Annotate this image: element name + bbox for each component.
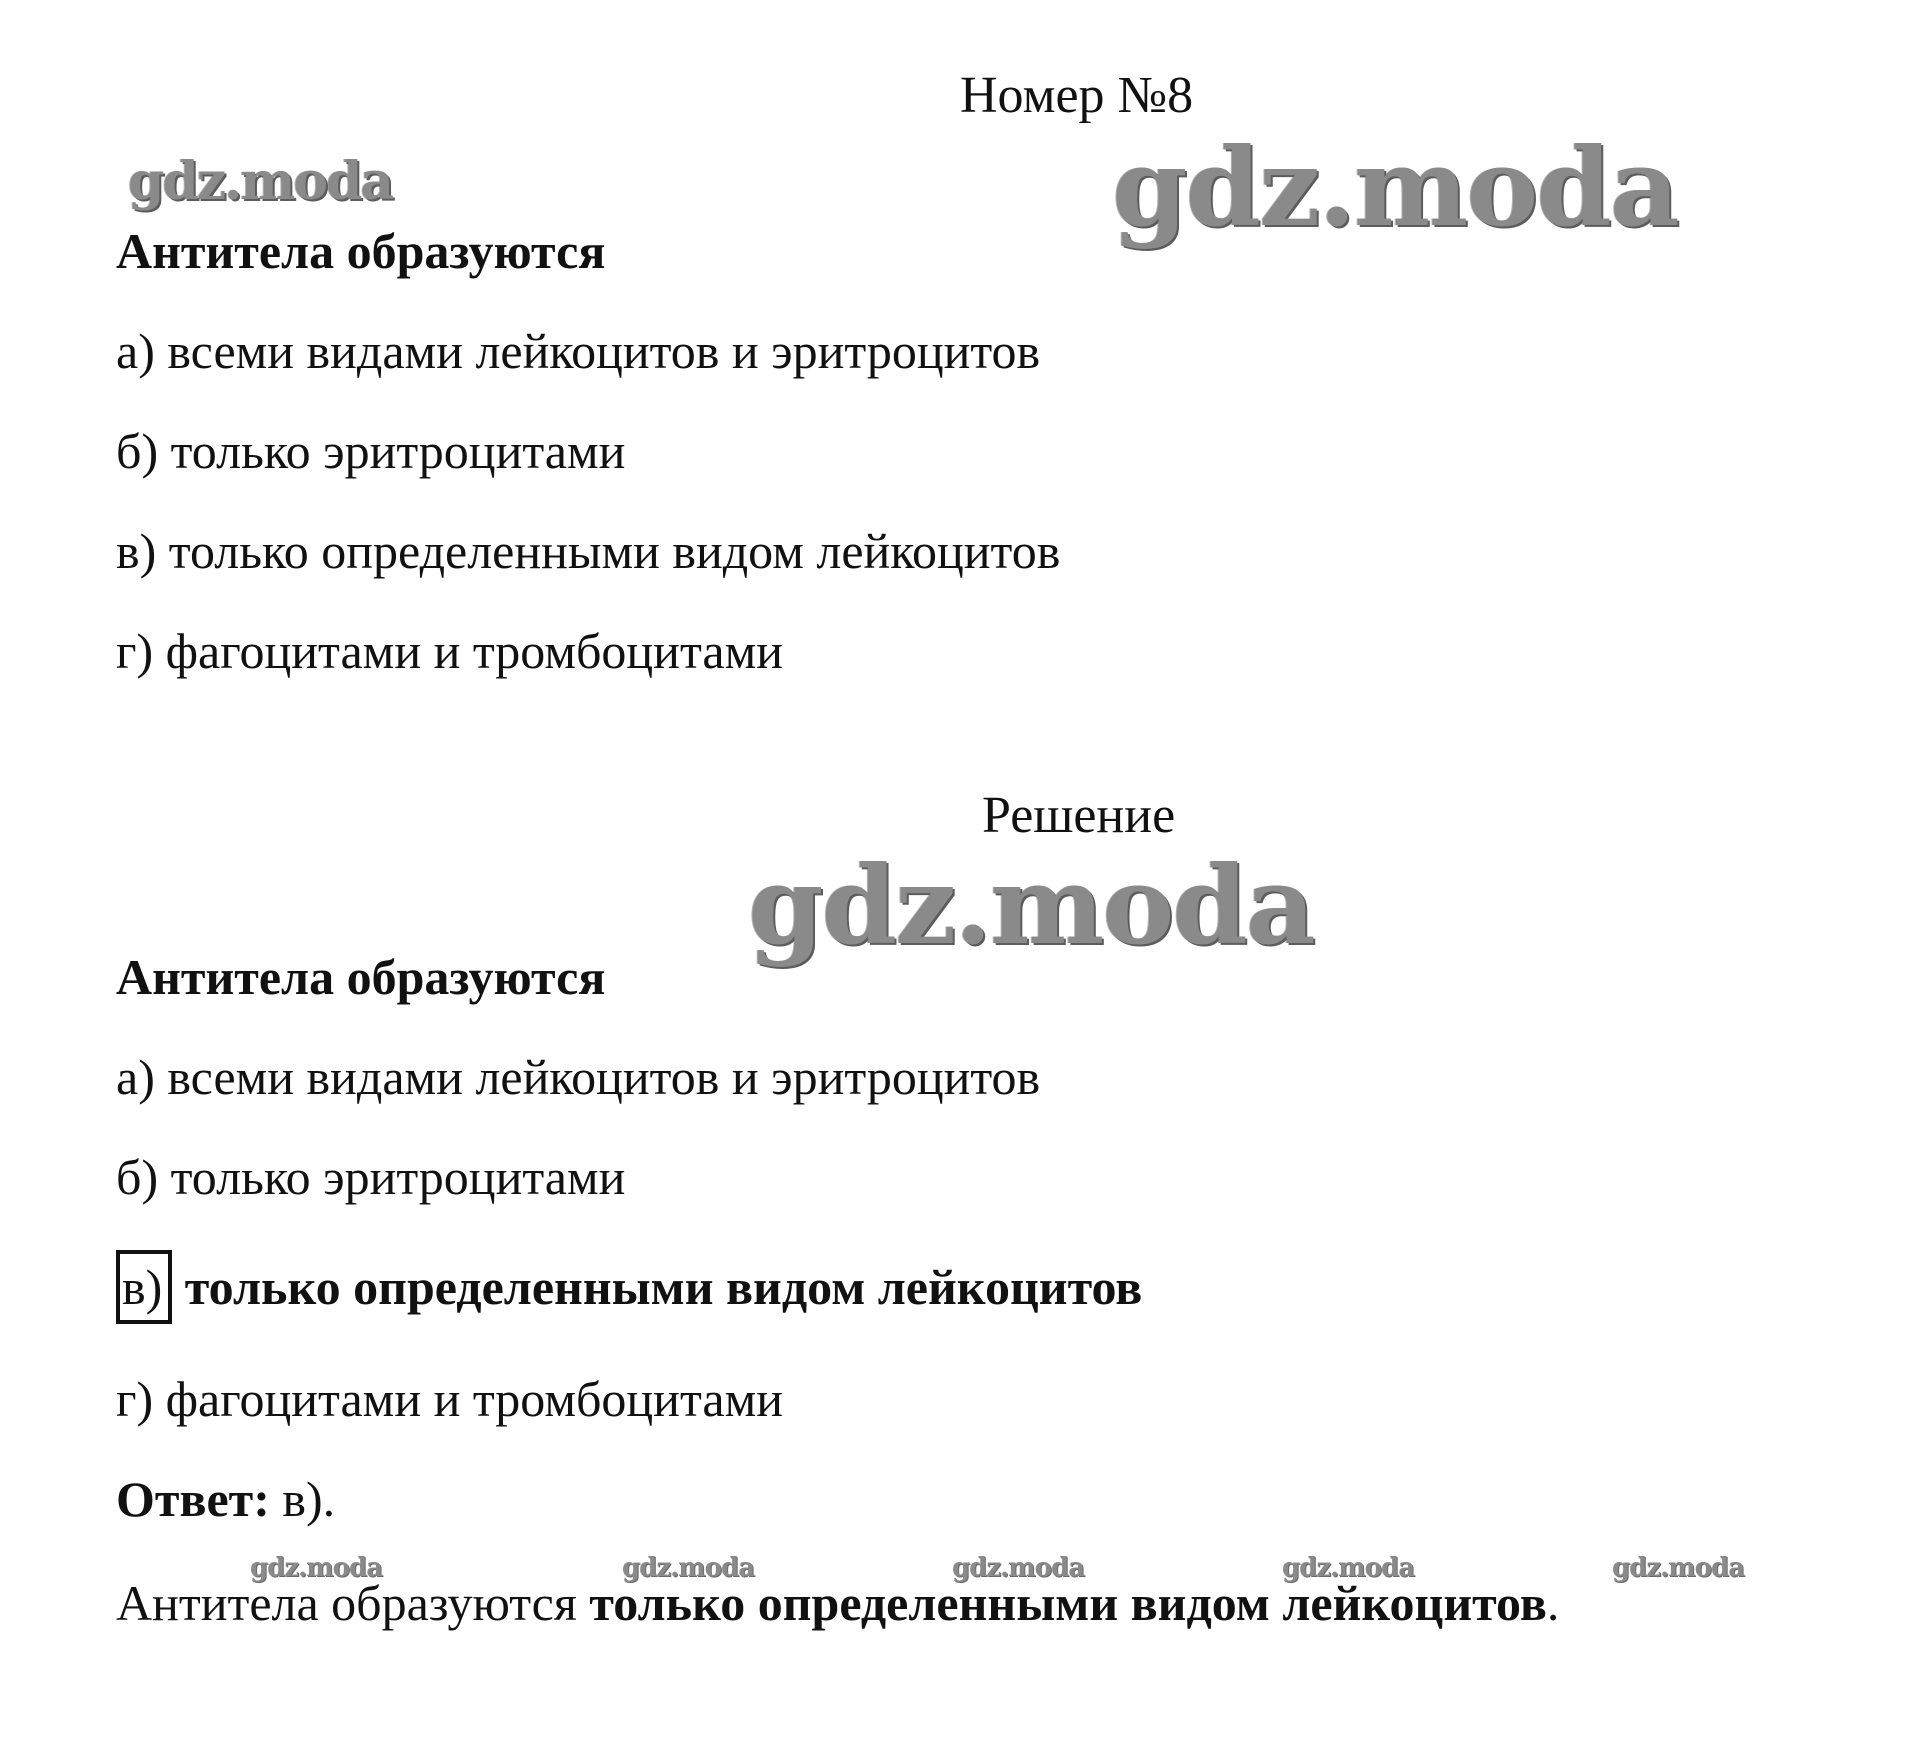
conclusion-bold: только определенными видом лейкоцитов [589, 1575, 1547, 1631]
solution-option-b: б) только эритроцитами [116, 1149, 626, 1205]
watermark-tiny-4: gdz.moda [1282, 1553, 1415, 1583]
problem-option-c: в) только определенными видом лейкоцитов [116, 523, 1061, 579]
solution-question: Антитела образуются [116, 949, 606, 1005]
watermark-tiny-2: gdz.moda [622, 1553, 755, 1583]
watermark-tiny-5: gdz.moda [1612, 1553, 1745, 1583]
answer-label: Ответ: [116, 1471, 270, 1527]
solution-option-d: г) фагоцитами и тромбоцитами [116, 1371, 783, 1427]
problem-question: Антитела образуются [116, 223, 606, 279]
conclusion-prefix: Антитела образуются [116, 1575, 577, 1631]
watermark-logo-small: gdz.moda [128, 151, 393, 212]
watermark-logo-large: gdz.moda [1112, 125, 1678, 251]
watermark-tiny-1: gdz.moda [250, 1553, 383, 1583]
correct-answer-marker-box: в) [116, 1250, 172, 1324]
solution-option-a: а) всеми видами лейкоцитов и эритроцитов [116, 1049, 1041, 1105]
correct-answer-text: только определенными видом лейкоцитов [184, 1259, 1143, 1315]
solution-title: Решение [982, 787, 1176, 844]
solution-option-c-correct [116, 1250, 1142, 1324]
conclusion-sentence [116, 1574, 1559, 1632]
conclusion-suffix: . [1546, 1575, 1560, 1631]
watermark-tiny-3: gdz.moda [952, 1553, 1085, 1583]
problem-option-a: а) всеми видами лейкоцитов и эритроцитов [116, 323, 1041, 379]
answer-value: в). [282, 1471, 336, 1527]
problem-option-d: г) фагоцитами и тромбоцитами [116, 623, 783, 679]
problem-number-title: Номер №8 [960, 67, 1194, 124]
watermark-logo-center: gdz.moda [748, 843, 1314, 969]
answer-line [116, 1470, 335, 1528]
problem-option-b: б) только эритроцитами [116, 423, 626, 479]
